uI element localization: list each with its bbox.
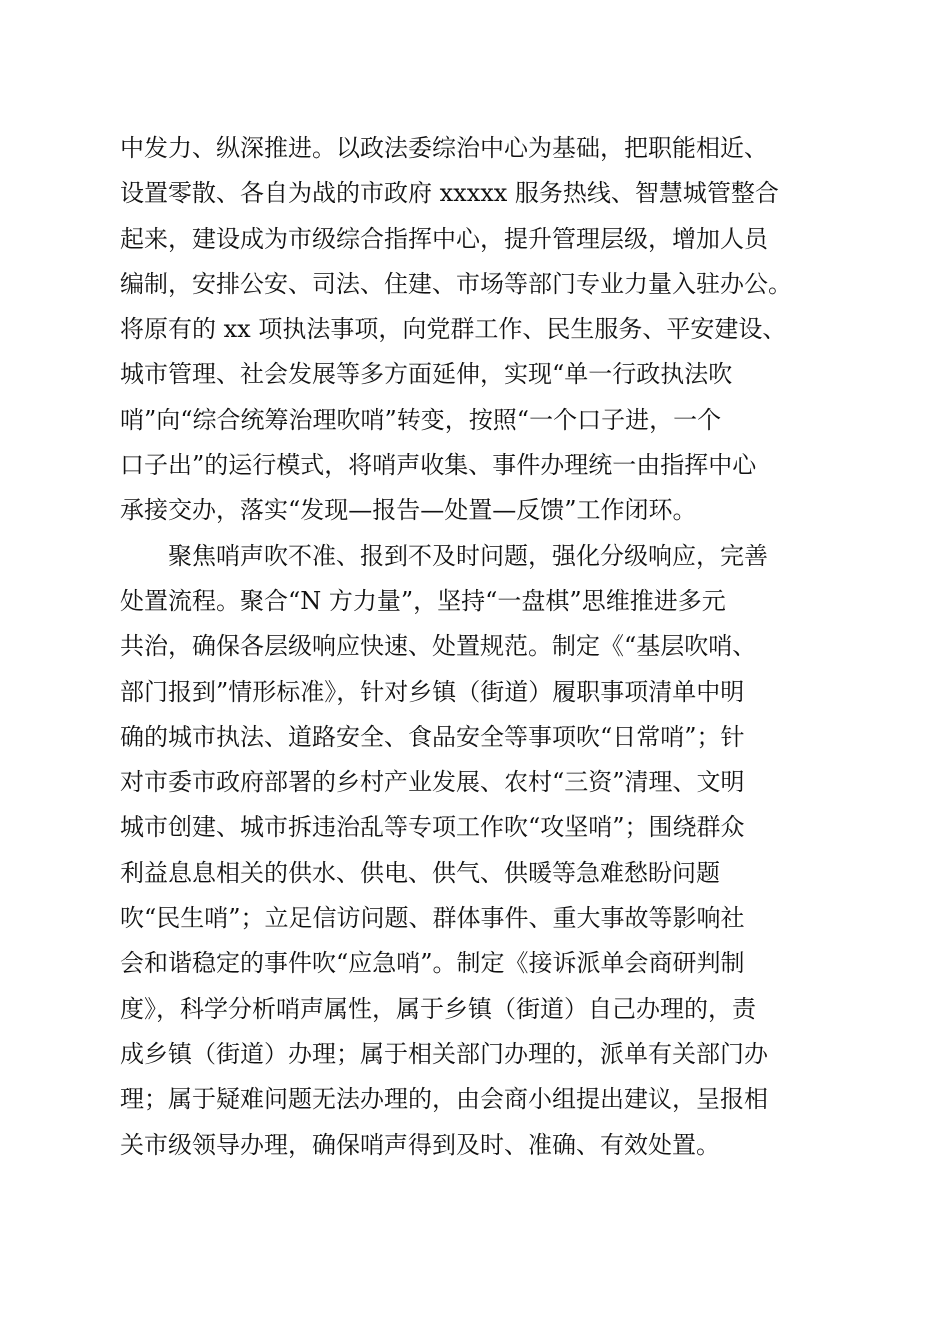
paragraph-line: 将原有的 xx 项执法事项，向党群工作、民生服务、平安建设、 <box>120 315 787 344</box>
paragraph-line: 编制，安排公安、司法、住建、市场等部门专业力量入驻办公。 <box>120 269 792 298</box>
paragraph-line: 吹“民生哨”；立足信访问题、群体事件、重大事故等影响社 <box>120 904 745 933</box>
paragraph-line: 会和谐稳定的事件吹“应急哨”。制定《接诉派单会商研判制 <box>120 949 745 978</box>
paragraph-line: 处置流程。聚合“N 方力量”，坚持“一盘棋”思维推进多元 <box>120 586 726 615</box>
paragraph-line: 度》，科学分析哨声属性，属于乡镇（街道）自己办理的，责 <box>120 994 756 1023</box>
paragraph-line: 城市管理、社会发展等多方面延伸，实现“单一行政执法吹 <box>120 360 733 389</box>
document-body <box>120 126 832 1168</box>
paragraph-line: 对市委市政府部署的乡村产业发展、农村“三资”清理、文明 <box>120 768 745 797</box>
paragraph-line: 成乡镇（街道）办理；属于相关部门办理的，派单有关部门办 <box>120 1039 768 1068</box>
paragraph-line: 部门报到”情形标准》，针对乡镇（街道）履职事项清单中明 <box>120 677 745 706</box>
paragraph-line: 城市创建、城市拆违治乱等专项工作吹“攻坚哨”；围绕群众 <box>120 813 745 842</box>
paragraph-2 <box>120 534 832 1168</box>
paragraph-line: 口子出”的运行模式，将哨声收集、事件办理统一由指挥中心 <box>120 451 757 480</box>
paragraph-line: 确的城市执法、道路安全、食品安全等事项吹“日常哨”；针 <box>120 722 745 751</box>
paragraph-line: 关市级领导办理，确保哨声得到及时、准确、有效处置。 <box>120 1130 720 1159</box>
paragraph-line: 聚焦哨声吹不准、报到不及时问题，强化分级响应，完善 <box>168 541 768 570</box>
paragraph-line: 中发力、纵深推进。以政法委综治中心为基础，把职能相近、 <box>120 134 768 162</box>
paragraph-line: 起来，建设成为市级综合指挥中心，提升管理层级，增加人员 <box>120 224 768 253</box>
paragraph-line: 理；属于疑难问题无法办理的，由会商小组提出建议，呈报相 <box>120 1085 768 1114</box>
paragraph-line: 承接交办，落实“发现—报告—处置—反馈”工作闭环。 <box>120 496 697 525</box>
paragraph-line: 共治，确保各层级响应快速、处置规范。制定《“基层吹哨、 <box>120 632 757 661</box>
paragraph-1 <box>120 126 832 534</box>
paragraph-line: 利益息息相关的供水、供电、供气、供暖等急难愁盼问题 <box>120 858 720 887</box>
paragraph-line: 哨”向“综合统筹治理吹哨”转变，按照“一个口子进，一个 <box>120 405 722 434</box>
paragraph-line: 设置零散、各自为战的市政府 xxxxx 服务热线、智慧城管整合 <box>120 179 779 208</box>
